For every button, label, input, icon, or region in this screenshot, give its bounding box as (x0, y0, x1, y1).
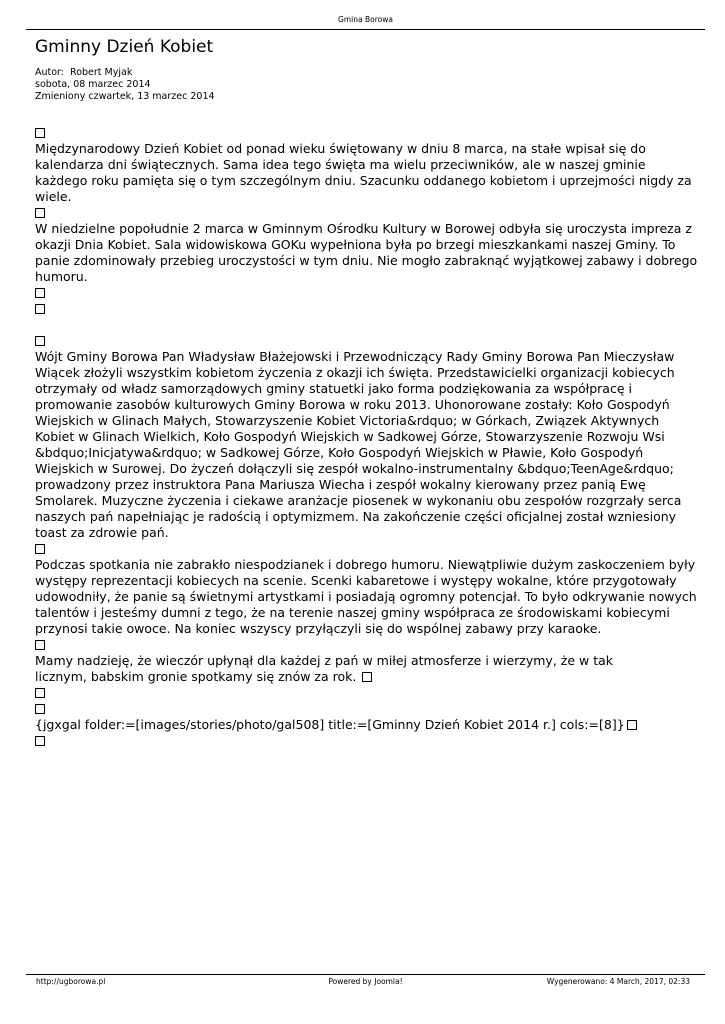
placeholder-glyph (35, 285, 700, 301)
text-line: przynosi takie owoce. Na koniec wszyscy przyłączyli się do wspólnej zabawy przy karaoke. (35, 621, 602, 636)
placeholder-glyph (35, 301, 700, 317)
blank-line (35, 317, 700, 333)
site-name: Gmina Borowa (338, 15, 393, 24)
missing-glyph-icon (35, 336, 45, 346)
missing-glyph-icon (35, 640, 45, 650)
text-line-with-glyph (35, 669, 700, 685)
text-line: okazji Dnia Kobiet. Sala widowiskowa GOKu wypełniona była po brzegi mieszkankami naszej Gminy. To (35, 237, 676, 252)
text-line: Wójt Gminy Borowa Pan Władysław Błażejowski i Przewodniczący Rady Gminy Borowa Pan Mieczysław (35, 349, 675, 364)
placeholder-glyph (35, 333, 700, 349)
text-line: udowodniły, że panie są świetnymi artystkami i posiadają ogromny potencjał. To było odkrywanie nowych (35, 589, 697, 604)
text-line: prowadzony przez instruktora Pana Mariusza Wiecha i zespół wokalny kierowany przez panią Ewę (35, 477, 646, 492)
missing-glyph-icon (627, 720, 637, 730)
text-line: humoru. (35, 269, 88, 284)
text-line: promowanie zasobów kulturowych Gminy Borowa w roku 2013. Uhonorowane zostały: Koło Gospodyń (35, 397, 670, 412)
text-line: Kobiet w Glinach Wielkich, Koło Gospodyń Wiejskich w Sadkowej Górze, Stowarzyszenie Rozwoju Wsi (35, 429, 665, 444)
text-line: każdego roku pamięta się o tym szczególnym dniu. Szacunku oddanego kobietom i uprzejmości nigdy za (35, 173, 692, 188)
text-line: Podczas spotkania nie zabrakło niespodzianek i dobrego humoru. Niewątpliwie dużym zaskoczeniem były (35, 557, 696, 572)
text-line: występy reprezentacji kobiecych na scenie. Scenki kabaretowe i występy wokalne, które przygotowały (35, 573, 677, 588)
text-line: toast za zdrowie pań. (35, 525, 169, 540)
text-line: panie zdominowały przebieg uroczystości w tym dniu. Nie mogło zabraknąć wyjątkowej zabawy i dobrego (35, 253, 698, 268)
footer-url: http://ugborowa.pl (36, 977, 106, 986)
article-meta (35, 67, 215, 103)
text-line: Międzynarodowy Dzień Kobiet od ponad wieku świętowany w dniu 8 marca, na stałe wpisał się do (35, 141, 646, 156)
text-line: talentów i jesteśmy dumni z tego, że na terenie naszej gminy współpraca ze środowiskami kobiecymi (35, 605, 670, 620)
date-line: sobota, 08 marzec 2014 (35, 79, 151, 90)
text-line: Wiącek złożyli wszystkim kobietom życzenia z okazji ich święta. Przedstawicielki organizacji kobiecych (35, 365, 675, 380)
article-title: Gminny Dzień Kobiet (35, 37, 214, 57)
placeholder-glyph (35, 701, 700, 717)
missing-glyph-icon (35, 304, 45, 314)
article-body (35, 125, 700, 749)
text-line: W niedzielne popołudnie 2 marca w Gminnym Ośrodku Kultury w Borowej odbyła się uroczysta impreza z (35, 221, 692, 236)
missing-glyph-icon (35, 128, 45, 138)
site-header (26, 12, 705, 30)
missing-glyph-icon (35, 288, 45, 298)
text-line: Mamy nadzieję, że wieczór upłynął dla każdej z pań w miłej atmosferze i wierzymy, że w tak (35, 653, 614, 668)
placeholder-glyph (35, 205, 700, 221)
gallery-tag-line (35, 717, 700, 733)
text-line: otrzymały od władz samorządowych gminy statuetki jako forma podziękowania za współpracę i (35, 381, 632, 396)
missing-glyph-icon (362, 672, 372, 682)
missing-glyph-icon (35, 736, 45, 746)
text-line: Wiejskich w Glinach Małych, Stowarzyszenie Kobiet Victoria&rdquo; w Górkach, Związek Aktywnych (35, 413, 660, 428)
placeholder-glyph (35, 125, 700, 141)
placeholder-glyph (35, 733, 700, 749)
modified-line: Zmieniony czwartek, 13 marzec 2014 (35, 91, 215, 102)
text-line: naszych pań napełniając je radością i optymizmem. Na zakończenie części oficjalnej został wzniesiony (35, 509, 677, 524)
text-line: wiele. (35, 189, 72, 204)
text-line: kalendarza dni świątecznych. Sama idea tego święta ma wielu przeciwników, ale w naszej gminie (35, 157, 646, 172)
author-line: Autor: Robert Myjak (35, 67, 133, 78)
footer-generated: Wygenerowano: 4 March, 2017, 02:33 (546, 977, 690, 986)
missing-glyph-icon (35, 544, 45, 554)
text-line: &bdquo;Inicjatywa&rdquo; w Sadkowej Górze, Koło Gospodyń Wiejskich w Pławie, Koło Gospodyń (35, 445, 644, 460)
text-fragment: licznym, babskim gronie spotkamy się znów za rok. (35, 669, 357, 684)
placeholder-glyph (35, 637, 700, 653)
site-footer (26, 974, 705, 989)
text-line: Smolarek. Muzyczne życzenia i ciekawe aranżacje piosenek w wykonaniu obu zespołów rozgrzały serca (35, 493, 682, 508)
footer-powered-by: Powered by Joomla! (328, 977, 403, 986)
missing-glyph-icon (35, 688, 45, 698)
placeholder-glyph (35, 541, 700, 557)
missing-glyph-icon (35, 704, 45, 714)
missing-glyph-icon (35, 208, 45, 218)
gallery-tag: {jgxgal folder:=[images/stories/photo/gal508] title:=[Gminny Dzień Kobiet 2014 r.] cols:=[8]} (35, 717, 625, 732)
placeholder-glyph (35, 685, 700, 701)
text-line: Wiejskich w Surowej. Do życzeń dołączyli się zespół wokalno-instrumentalny &bdquo;TeenAge&rdquo; (35, 461, 674, 476)
